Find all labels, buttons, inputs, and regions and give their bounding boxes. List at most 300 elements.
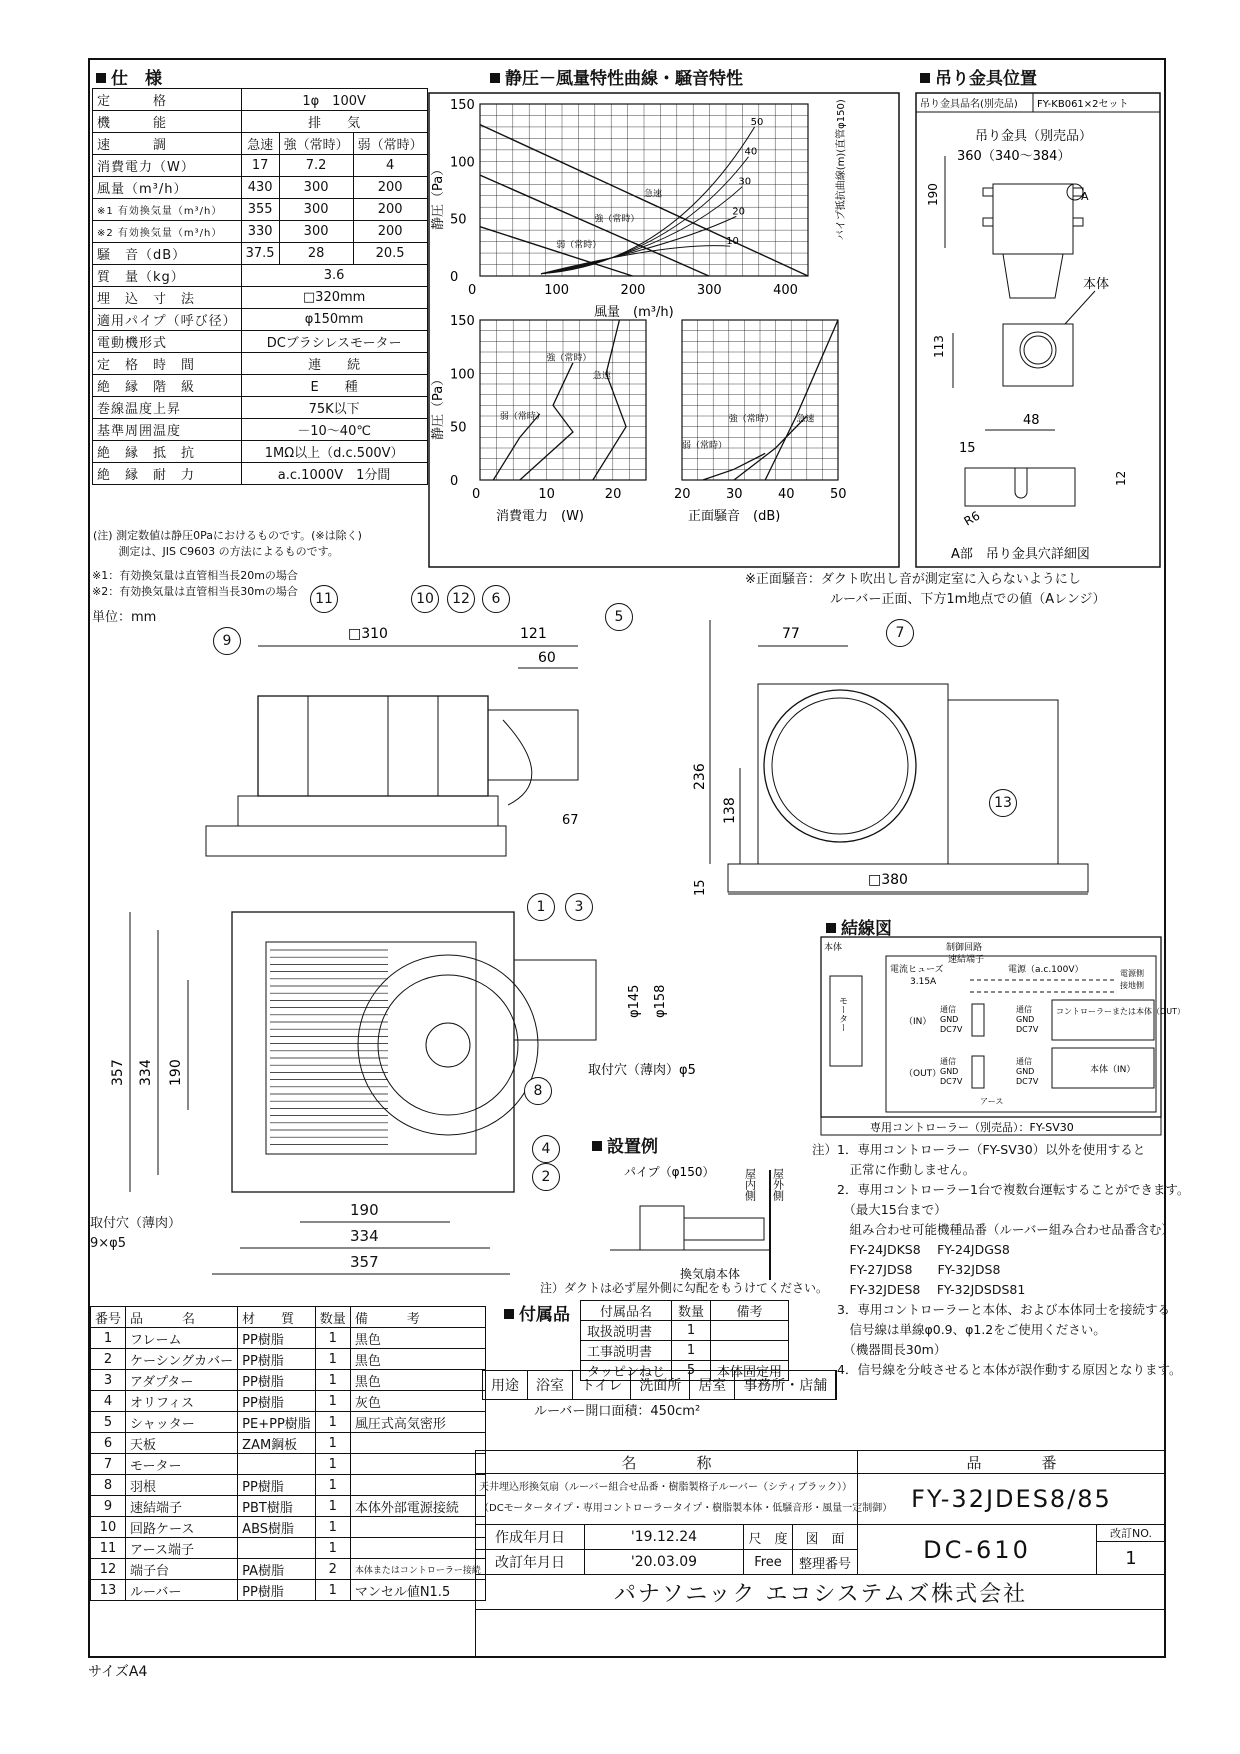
parts-cell bbox=[350, 1475, 485, 1496]
spec-value: 200 bbox=[353, 221, 427, 243]
x-tick-label: 10 bbox=[538, 487, 555, 502]
x-tick-label: 30 bbox=[726, 487, 743, 502]
spec-note-2: 測定は、JIS C9603 の方法によるものです。 bbox=[93, 545, 339, 558]
parts-cell: 1 bbox=[91, 1328, 126, 1349]
parts-cell: 11 bbox=[91, 1538, 126, 1559]
parts-row bbox=[91, 1538, 486, 1559]
y-tick-label: 50 bbox=[450, 212, 467, 228]
series-line bbox=[493, 414, 539, 480]
callout-8: 8 bbox=[524, 1077, 552, 1105]
callout-3: 3 bbox=[565, 893, 593, 921]
x-tick-label: 20 bbox=[604, 487, 622, 502]
wiring-power: 電源（a.c.100V） bbox=[1008, 965, 1084, 975]
accessories-table bbox=[580, 1300, 789, 1381]
parts-cell: PP樹脂 bbox=[238, 1475, 316, 1496]
parts-cell: シャッター bbox=[126, 1412, 238, 1433]
series-line bbox=[480, 227, 633, 276]
parts-row bbox=[91, 1328, 486, 1349]
parts-cell: PP樹脂 bbox=[238, 1580, 316, 1601]
parts-row bbox=[91, 1370, 486, 1391]
svg-text:通信: 通信 bbox=[940, 1005, 956, 1014]
parts-header bbox=[91, 1307, 486, 1328]
hanger-label-body: 本体 bbox=[1083, 277, 1110, 292]
spec-key: 絶 縁 階 級 bbox=[93, 375, 242, 397]
parts-cell: 5 bbox=[91, 1412, 126, 1433]
spec-row bbox=[93, 463, 428, 485]
series-label: 強（常時） bbox=[728, 414, 774, 425]
tb-scale-label: 尺 度 bbox=[743, 1524, 793, 1550]
parts-cell: 天板 bbox=[126, 1433, 238, 1454]
tb-rev-no-label: 改訂NO. bbox=[1096, 1524, 1166, 1542]
tb-scale-value: Free bbox=[743, 1549, 793, 1575]
note-line: （最大15台まで） bbox=[812, 1202, 947, 1217]
parts-cell: 1 bbox=[315, 1349, 350, 1370]
series-label: 弱（常時） bbox=[682, 441, 728, 451]
pipe-curve-label: 40 bbox=[744, 146, 758, 158]
install-indoor: 屋内側 bbox=[743, 1168, 757, 1201]
parts-cell: ZAM鋼板 bbox=[238, 1433, 316, 1454]
parts-row bbox=[91, 1349, 486, 1370]
callout-9: 9 bbox=[213, 627, 241, 655]
wiring-right-side: 電源側 bbox=[1120, 969, 1144, 978]
dim-190-v: 190 bbox=[168, 1059, 184, 1086]
usage-item: 居室 bbox=[690, 1371, 735, 1399]
note-line: 3．専用コントローラーと本体、および本体同士を接続する bbox=[812, 1302, 1170, 1317]
parts-row bbox=[91, 1412, 486, 1433]
spec-row bbox=[93, 177, 428, 199]
acc-row bbox=[581, 1321, 789, 1341]
hanger-dim-r6: R6 bbox=[961, 508, 983, 529]
callout-11: 11 bbox=[310, 585, 338, 613]
parts-cell: マンセル値N1.5 bbox=[350, 1580, 485, 1601]
acc-cell bbox=[711, 1341, 789, 1361]
spec-key: 巻線温度上昇 bbox=[93, 397, 242, 419]
series-label: 弱（常時） bbox=[499, 412, 545, 423]
usage-label: 用途 bbox=[483, 1371, 528, 1399]
hanger-table-key: 吊り金具品名(別売品) bbox=[920, 99, 1018, 110]
parts-cell: 本体外部電源接続 bbox=[350, 1496, 485, 1517]
install-title: 設置例 bbox=[592, 1132, 658, 1157]
pipe-curve-label: 50 bbox=[750, 116, 764, 128]
tb-part-header: 品 番 bbox=[857, 1450, 1166, 1474]
parts-cell: 1 bbox=[315, 1496, 350, 1517]
parts-cell: 10 bbox=[91, 1517, 126, 1538]
parts-cell: 回路ケース bbox=[126, 1517, 238, 1538]
parts-row bbox=[91, 1454, 486, 1475]
noise-note-2: ルーバー正面、下方1m地点での値（Aレンジ） bbox=[830, 592, 1106, 607]
parts-cell: 1 bbox=[315, 1391, 350, 1412]
spec-value: 330 bbox=[241, 221, 279, 243]
spec-value: 連 続 bbox=[241, 353, 427, 375]
chart-area bbox=[428, 88, 900, 568]
parts-cell: 2 bbox=[315, 1559, 350, 1580]
pipe-curve-label: 20 bbox=[732, 206, 746, 218]
parts-cell: 6 bbox=[91, 1433, 126, 1454]
parts-cell: 速結端子 bbox=[126, 1496, 238, 1517]
spec-value: 1MΩ以上（d.c.500V） bbox=[241, 441, 427, 463]
svg-text:GND: GND bbox=[1016, 1067, 1035, 1076]
parts-cell: PP樹脂 bbox=[238, 1328, 316, 1349]
note-line: 組み合わせ可能機種品番（ルーバー組み合わせ品番含む） bbox=[812, 1222, 1174, 1237]
spec-value: 37.5 bbox=[241, 243, 279, 265]
parts-cell: 1 bbox=[315, 1580, 350, 1601]
parts-cell: ルーバー bbox=[126, 1580, 238, 1601]
unit-label: 単位：mm bbox=[92, 610, 157, 625]
parts-cell: PA樹脂 bbox=[238, 1559, 316, 1580]
hanger-dim-w: 360（340～384） bbox=[957, 149, 1071, 164]
hanger-label-a: A bbox=[1081, 190, 1089, 203]
dim-67: 67 bbox=[562, 813, 579, 828]
parts-cell: モーター bbox=[126, 1454, 238, 1475]
dim-60: 60 bbox=[538, 650, 556, 666]
parts-cell: 4 bbox=[91, 1391, 126, 1412]
hanger-dim-48: 48 bbox=[1023, 413, 1040, 428]
static-pressure-chart bbox=[430, 98, 847, 320]
install-body: 換気扇本体 bbox=[680, 1267, 741, 1281]
wiring-fuse: 電流ヒューズ bbox=[890, 965, 944, 975]
hanger-label: 吊り金具（別売品） bbox=[975, 129, 1093, 144]
footnote-1: ※1：有効換気量は直管相当長20mの場合 bbox=[92, 569, 298, 582]
spec-value: 4 bbox=[353, 155, 427, 177]
y-tick-label: 100 bbox=[450, 367, 475, 383]
spec-row bbox=[93, 243, 428, 265]
note-line: 注）1．専用コントローラー（FY-SV30）以外を使用すると bbox=[812, 1142, 1146, 1157]
tb-rev-value: '20.03.09 bbox=[584, 1549, 744, 1575]
series-line bbox=[480, 175, 709, 276]
spec-value: 急速 bbox=[241, 133, 279, 155]
dim-158: φ158 bbox=[653, 984, 668, 1018]
parts-cell: アース端子 bbox=[126, 1538, 238, 1559]
tb-name-line2: （DCモータータイプ・専用コントローラータイプ・樹脂製本体・低騒音形・風量一定制御） bbox=[479, 1503, 893, 1514]
usage-item: 洗面所 bbox=[631, 1371, 690, 1399]
spec-key: 消費電力（W） bbox=[93, 155, 242, 177]
x-tick-label: 200 bbox=[620, 283, 646, 298]
tb-rev-no: 1 bbox=[1096, 1541, 1166, 1575]
spec-row bbox=[93, 221, 428, 243]
svg-text:DC7V: DC7V bbox=[1016, 1077, 1039, 1086]
wiring-terminal: 速結端子 bbox=[948, 955, 985, 965]
spec-key: ※1 有効換気量（m³/h） bbox=[93, 199, 242, 221]
spec-value: 200 bbox=[353, 199, 427, 221]
dim-121: 121 bbox=[520, 626, 547, 642]
parts-cell: PE+PP樹脂 bbox=[238, 1412, 316, 1433]
bottom-dim-lines bbox=[210, 1218, 530, 1282]
spec-key: 質 量（kg） bbox=[93, 265, 242, 287]
parts-cell: 7 bbox=[91, 1454, 126, 1475]
callout-13: 13 bbox=[989, 789, 1017, 817]
x-tick-label: 40 bbox=[778, 487, 795, 502]
svg-text:DC7V: DC7V bbox=[940, 1077, 963, 1086]
spec-table bbox=[92, 88, 428, 485]
acc-cell: 1 bbox=[672, 1341, 711, 1361]
parts-row bbox=[91, 1580, 486, 1601]
y-tick-label: 150 bbox=[450, 314, 475, 329]
spec-row bbox=[93, 111, 428, 133]
hole-label-2a: 取付穴（薄肉） bbox=[90, 1216, 182, 1231]
parts-cell: 1 bbox=[315, 1370, 350, 1391]
usage-row bbox=[482, 1370, 837, 1400]
parts-row bbox=[91, 1517, 486, 1538]
parts-cell: ケーシングカバー bbox=[126, 1349, 238, 1370]
acc-cell: 工事説明書 bbox=[581, 1341, 672, 1361]
dim-310: □310 bbox=[348, 626, 388, 642]
parts-cell: PP樹脂 bbox=[238, 1391, 316, 1412]
acc-row bbox=[581, 1341, 789, 1361]
parts-row bbox=[91, 1496, 486, 1517]
tb-rev-label: 改訂年月日 bbox=[475, 1549, 585, 1575]
spec-value: 弱（常時） bbox=[353, 133, 427, 155]
spec-value: DCブラシレスモーター bbox=[241, 331, 427, 353]
parts-cell: 風圧式高気密形 bbox=[350, 1412, 485, 1433]
tb-name bbox=[475, 1473, 893, 1525]
acc-cell bbox=[711, 1321, 789, 1341]
dim-357-v: 357 bbox=[110, 1059, 126, 1086]
hanger-table-value: FY-KB061×2セット bbox=[1037, 99, 1129, 110]
spec-key: 風量（m³/h） bbox=[93, 177, 242, 199]
spec-row bbox=[93, 133, 428, 155]
spec-key: 電動機形式 bbox=[93, 331, 242, 353]
x-axis-label: 風量 (m³/h) bbox=[594, 305, 674, 320]
parts-cell: 1 bbox=[315, 1454, 350, 1475]
spec-row bbox=[93, 89, 428, 111]
spec-value: 17 bbox=[241, 155, 279, 177]
parts-cell: 黒色 bbox=[350, 1328, 485, 1349]
tb-company: パナソニック エコシステムズ株式会社 bbox=[475, 1574, 1166, 1610]
x-tick-label: 400 bbox=[773, 283, 798, 298]
parts-cell: 本体またはコントローラー接続 bbox=[350, 1559, 485, 1580]
hanger-dim-15: 15 bbox=[959, 441, 976, 456]
spec-row bbox=[93, 331, 428, 353]
parts-cell: 3 bbox=[91, 1370, 126, 1391]
spec-key: 定 格 時 間 bbox=[93, 353, 242, 375]
dim-190-h: 190 bbox=[350, 1201, 379, 1219]
note-line: FY-32JDES8 FY-32JDSDS81 bbox=[812, 1282, 1026, 1297]
callout-1: 1 bbox=[527, 893, 555, 921]
wiring-out: （OUT） bbox=[904, 1069, 942, 1079]
wiring-motor: モーター bbox=[837, 996, 847, 1032]
parts-cell bbox=[350, 1433, 485, 1454]
callout-5: 5 bbox=[605, 603, 633, 631]
acc-header-cell: 付属品名 bbox=[581, 1301, 672, 1321]
parts-header-cell: 品 名 bbox=[126, 1307, 238, 1328]
wiring-diagram bbox=[820, 936, 1186, 1136]
parts-header-cell: 数量 bbox=[315, 1307, 350, 1328]
parts-cell: 1 bbox=[315, 1412, 350, 1433]
dim-15-side: 15 bbox=[693, 879, 708, 896]
dim-334-v: 334 bbox=[138, 1059, 154, 1086]
tb-made-value: '19.12.24 bbox=[584, 1524, 744, 1550]
series-line bbox=[765, 320, 838, 480]
x-tick-label: 300 bbox=[696, 283, 722, 298]
spec-value: 3.6 bbox=[241, 265, 427, 287]
parts-cell: 9 bbox=[91, 1496, 126, 1517]
acc-cell: 取扱説明書 bbox=[581, 1321, 672, 1341]
parts-cell bbox=[238, 1454, 316, 1475]
spec-key: 適用パイプ（呼び径） bbox=[93, 309, 242, 331]
wiring-right-side2: 接地側 bbox=[1120, 981, 1144, 990]
spec-row bbox=[93, 309, 428, 331]
spec-key: 機 能 bbox=[93, 111, 242, 133]
noise-note-1: ※正面騒音：ダクト吹出し音が測定室に入らないようにし bbox=[745, 572, 1081, 587]
parts-cell: フレーム bbox=[126, 1328, 238, 1349]
spec-key: 絶 縁 耐 力 bbox=[93, 463, 242, 485]
parts-header-cell: 材 質 bbox=[238, 1307, 316, 1328]
x-axis-label: 正面騒音 (dB) bbox=[688, 509, 781, 524]
parts-cell: 灰色 bbox=[350, 1391, 485, 1412]
parts-cell: 1 bbox=[315, 1328, 350, 1349]
callout-6: 6 bbox=[482, 585, 510, 613]
louver-area: ルーバー開口面積：450cm² bbox=[534, 1404, 701, 1419]
spec-value: φ150mm bbox=[241, 309, 427, 331]
callout-7: 7 bbox=[886, 619, 914, 647]
tb-dwg-no: DC-610 bbox=[857, 1524, 1097, 1575]
tb-name-header: 名 称 bbox=[475, 1450, 858, 1474]
parts-cell: 1 bbox=[315, 1517, 350, 1538]
acc-header bbox=[581, 1301, 789, 1321]
accessories-title: 付属品 bbox=[504, 1300, 570, 1325]
spec-value: 200 bbox=[353, 177, 427, 199]
spec-value: 300 bbox=[279, 221, 353, 243]
parts-cell: 12 bbox=[91, 1559, 126, 1580]
wiring-body: 本体 bbox=[824, 943, 843, 953]
parts-header-cell: 番号 bbox=[91, 1307, 126, 1328]
hole-label-2b: 9×φ5 bbox=[90, 1236, 127, 1251]
notes-block bbox=[812, 1140, 1189, 1380]
note-line: 4．信号線を分岐させると本体が誤作動する原因となります。 bbox=[812, 1362, 1182, 1377]
pipe-curve-label: 10 bbox=[726, 236, 739, 248]
spec-value: －10～40℃ bbox=[241, 419, 427, 441]
spec-row bbox=[93, 155, 428, 177]
note-line: 2．専用コントローラー1台で複数台運転することができます。 bbox=[812, 1182, 1190, 1197]
acc-cell: 1 bbox=[672, 1321, 711, 1341]
wiring-ctrl-label: 専用コントローラー（別売品）：FY-SV30 bbox=[870, 1121, 1074, 1134]
parts-cell bbox=[350, 1454, 485, 1475]
series-label: 急速 bbox=[592, 371, 611, 382]
spec-value: 1φ 100V bbox=[241, 89, 427, 111]
spec-value: 7.2 bbox=[279, 155, 353, 177]
spec-key: 速 調 bbox=[93, 133, 242, 155]
hanger-diagram bbox=[915, 88, 1161, 568]
spec-row bbox=[93, 441, 428, 463]
curve-title: 静圧－風量特性曲線・騒音特性 bbox=[490, 64, 743, 89]
parts-cell: PBT樹脂 bbox=[238, 1496, 316, 1517]
parts-cell: 13 bbox=[91, 1580, 126, 1601]
y-axis-label: 静圧（Pa） bbox=[431, 372, 446, 440]
spec-value: 300 bbox=[279, 177, 353, 199]
series-label: 強（常時） bbox=[594, 214, 640, 225]
spec-value: 300 bbox=[279, 199, 353, 221]
y-axis-label: 静圧（Pa） bbox=[431, 162, 446, 230]
tb-part-no: FY-32JDES8/85 bbox=[857, 1473, 1166, 1525]
parts-row bbox=[91, 1433, 486, 1454]
y-tick-label: 50 bbox=[450, 420, 467, 436]
power-chart bbox=[430, 314, 646, 524]
wiring-earth: アース bbox=[980, 1097, 1004, 1106]
series-line bbox=[703, 453, 765, 480]
spec-key: 絶 縁 抵 抗 bbox=[93, 441, 242, 463]
spec-value: 430 bbox=[241, 177, 279, 199]
usage-item: トイレ bbox=[573, 1371, 631, 1399]
spec-title: 仕 様 bbox=[96, 64, 162, 89]
svg-text:通信: 通信 bbox=[1016, 1005, 1032, 1014]
parts-cell bbox=[238, 1538, 316, 1559]
x-axis-label: 消費電力 (W) bbox=[496, 509, 584, 524]
spec-note-1: (注) 測定数値は静圧0Paにおけるものです。(※は除く) bbox=[93, 529, 362, 542]
note-line: FY-27JDS8 FY-32JDS8 bbox=[812, 1262, 1001, 1277]
series-label: 弱（常時） bbox=[556, 240, 602, 251]
parts-cell: アダプター bbox=[126, 1370, 238, 1391]
series-line bbox=[593, 320, 626, 480]
spec-value: 28 bbox=[279, 243, 353, 265]
acc-header-cell: 数量 bbox=[672, 1301, 711, 1321]
spec-value: 20.5 bbox=[353, 243, 427, 265]
install-note: 注）ダクトは必ず屋外側に勾配をもうけてください。 bbox=[540, 1281, 829, 1295]
parts-cell bbox=[350, 1538, 485, 1559]
usage-item: 浴室 bbox=[528, 1371, 573, 1399]
spec-key: ※2 有効換気量（m³/h） bbox=[93, 221, 242, 243]
spec-value: 75K以下 bbox=[241, 397, 427, 419]
wiring-ctrl: 制御回路 bbox=[946, 943, 983, 953]
dim-380: □380 bbox=[868, 872, 908, 888]
wiring-fuse-v: 3.15A bbox=[910, 977, 937, 987]
parts-cell: PP樹脂 bbox=[238, 1349, 316, 1370]
tb-fig-label2: 整理番号 bbox=[792, 1549, 858, 1575]
x-tick-label: 100 bbox=[544, 283, 570, 298]
dim-334-h: 334 bbox=[350, 1227, 379, 1245]
dim-138: 138 bbox=[722, 797, 738, 824]
y-tick-label: 150 bbox=[450, 98, 475, 113]
note-line: FY-24JDKS8 FY-24JDGS8 bbox=[812, 1242, 1010, 1257]
parts-cell: PP樹脂 bbox=[238, 1370, 316, 1391]
spec-key: 基準周囲温度 bbox=[93, 419, 242, 441]
svg-text:GND: GND bbox=[940, 1015, 959, 1024]
note-line: （機器間長30m） bbox=[812, 1342, 947, 1357]
tb-name-line1: 天井埋込形換気扇（ルーバー組合せ品番・樹脂製格子ルーバー（シティブラック）） bbox=[479, 1482, 852, 1493]
wiring-in: （IN） bbox=[904, 1017, 932, 1027]
install-outdoor: 屋外側 bbox=[771, 1168, 785, 1201]
hanger-caption: A部 吊り金具穴詳細図 bbox=[951, 547, 1090, 562]
hanger-dim-190: 190 bbox=[926, 183, 940, 206]
parts-cell: オリフィス bbox=[126, 1391, 238, 1412]
series-label: 急速 bbox=[644, 189, 663, 200]
x-tick-label: 0 bbox=[472, 487, 481, 502]
callout-4: 4 bbox=[532, 1135, 560, 1163]
tb-fig-label: 図 面 bbox=[792, 1524, 858, 1550]
y-tick-label: 0 bbox=[450, 270, 459, 285]
parts-cell: 8 bbox=[91, 1475, 126, 1496]
spec-value: E 種 bbox=[241, 375, 427, 397]
acc-cell: タッピンねじ bbox=[581, 1361, 672, 1381]
right-axis-label: パイプ抵抗曲線(m)(直管φ150) bbox=[836, 99, 847, 240]
wiring-ctrl-or-out: コントローラーまたは本体（OUT） bbox=[1056, 1007, 1186, 1016]
spec-value: 強（常時） bbox=[279, 133, 353, 155]
spec-key: 埋 込 寸 法 bbox=[93, 287, 242, 309]
hanger-dim-12: 12 bbox=[1114, 470, 1128, 486]
install-pipe: パイプ（φ150） bbox=[624, 1165, 715, 1179]
hanger-dim-113: 113 bbox=[932, 335, 946, 358]
callout-10: 10 bbox=[411, 585, 439, 613]
svg-text:DC7V: DC7V bbox=[940, 1025, 963, 1034]
spec-value: 355 bbox=[241, 199, 279, 221]
parts-cell: 1 bbox=[315, 1433, 350, 1454]
parts-cell bbox=[350, 1517, 485, 1538]
wiring-title: 結線図 bbox=[826, 914, 892, 939]
footnote-2: ※2：有効換気量は直管相当長30mの場合 bbox=[92, 585, 298, 598]
parts-cell: 1 bbox=[315, 1538, 350, 1559]
spec-value: a.c.1000V 1分間 bbox=[241, 463, 427, 485]
acc-cell: 5 bbox=[672, 1361, 711, 1381]
noise-chart bbox=[674, 320, 847, 524]
